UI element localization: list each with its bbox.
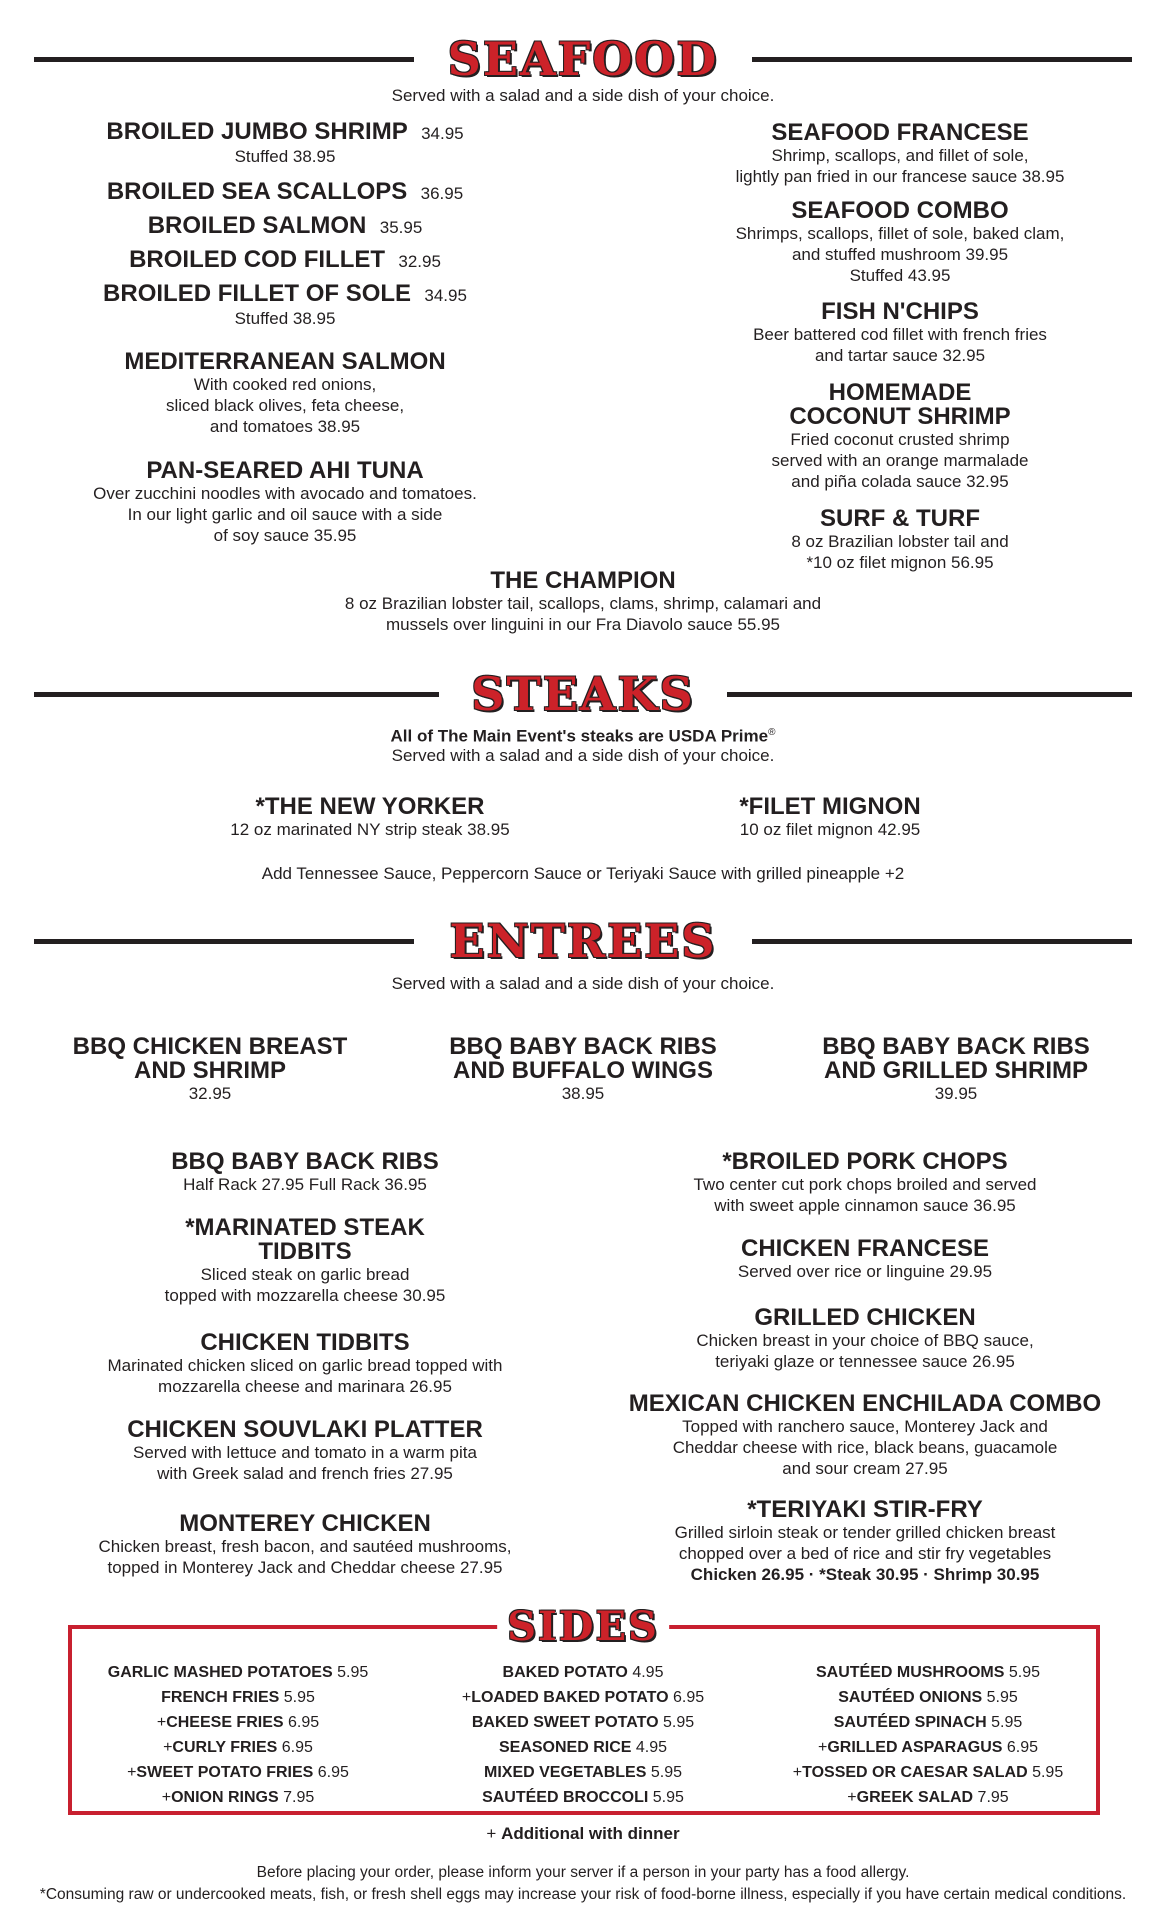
item-name: BROILED FILLET OF SOLE xyxy=(103,280,412,307)
item-desc: with Greek salad and french fries 27.95 xyxy=(157,1464,453,1483)
side-price: 6.95 xyxy=(673,1689,705,1706)
side-name: SAUTÉED SPINACH xyxy=(833,1714,987,1731)
item-desc: 12 oz marinated NY strip steak 38.95 xyxy=(230,820,510,839)
item-desc: and sour cream 27.95 xyxy=(782,1459,948,1478)
item-name: *FILET MIGNON xyxy=(739,793,921,820)
side-item xyxy=(78,1735,398,1760)
side-item xyxy=(78,1710,398,1735)
side-plus: + xyxy=(127,1764,137,1781)
item-name: BBQ BABY BACK RIBS xyxy=(822,1033,1090,1060)
item-name: SEAFOOD FRANCESE xyxy=(771,119,1029,146)
menu-item-broiled-cod-fillet xyxy=(60,248,510,274)
item-name: SURF & TURF xyxy=(820,505,980,532)
additional-note xyxy=(0,1823,1166,1844)
side-name: FRENCH FRIES xyxy=(161,1689,280,1706)
menu-item-teriyaki-stir-fry xyxy=(600,1498,1130,1585)
item-price: 32.95 xyxy=(188,1084,232,1103)
sides-column-3 xyxy=(768,1660,1088,1810)
item-price: 36.95 xyxy=(420,184,464,203)
banner-rule-right xyxy=(752,939,1132,944)
side-price: 5.95 xyxy=(650,1764,682,1781)
side-name: SAUTÉED ONIONS xyxy=(838,1689,983,1706)
side-plus: + xyxy=(847,1789,857,1806)
side-price: 6.95 xyxy=(1006,1739,1039,1756)
item-desc: and tomatoes 38.95 xyxy=(209,417,361,436)
side-item xyxy=(78,1785,398,1810)
side-name: TOSSED OR CAESAR SALAD xyxy=(802,1764,1028,1781)
side-name: SAUTÉED MUSHROOMS xyxy=(815,1664,1005,1681)
menu-item-grilled-chicken xyxy=(600,1306,1130,1372)
sides-title: SIDES xyxy=(497,1604,669,1650)
menu-item-homemade-coconut-shrimp xyxy=(640,381,1160,492)
entrees-subtitle: Served with a salad and a side dish of your choice. xyxy=(391,974,775,993)
side-item xyxy=(768,1685,1088,1710)
menu-item-bbq-chicken-and-shrimp xyxy=(40,1035,380,1104)
item-desc: Over zucchini noodles with avocado and tomatoes. xyxy=(93,484,477,503)
item-name-line2: TIDBITS xyxy=(258,1238,352,1265)
menu-item-filet-mignon xyxy=(680,795,980,840)
item-name: BROILED SEA SCALLOPS xyxy=(106,178,408,205)
item-desc: Grilled sirloin steak or tender grilled chicken breast xyxy=(674,1523,1056,1542)
side-item xyxy=(768,1660,1088,1685)
steaks-banner xyxy=(34,668,1132,720)
banner-rule-right xyxy=(727,692,1132,697)
side-price: 7.95 xyxy=(283,1789,315,1806)
item-desc: sliced black olives, feta cheese, xyxy=(165,396,405,415)
item-desc: 8 oz Brazilian lobster tail, scallops, clams, shrimp, calamari and xyxy=(344,594,822,613)
side-name: GRILLED ASPARAGUS xyxy=(827,1739,1003,1756)
item-desc: Stuffed 38.95 xyxy=(234,309,336,328)
item-name: PAN-SEARED AHI TUNA xyxy=(146,457,424,484)
item-name: BBQ BABY BACK RIBS xyxy=(171,1148,439,1175)
item-desc: 10 oz filet mignon 42.95 xyxy=(739,820,921,839)
menu-item-monterey-chicken xyxy=(50,1512,560,1578)
menu-item-broiled-sea-scallops xyxy=(60,180,510,206)
side-price: 5.95 xyxy=(652,1789,684,1806)
item-desc: Shrimp, scallops, and fillet of sole, xyxy=(771,146,1029,165)
side-item xyxy=(78,1760,398,1785)
item-name: *THE NEW YORKER xyxy=(255,793,485,820)
item-price: 32.95 xyxy=(398,252,441,271)
item-desc: Stuffed 38.95 xyxy=(234,147,336,166)
side-name: SAUTÉED BROCCOLI xyxy=(482,1789,649,1806)
item-prices: Chicken 26.95 · *Steak 30.95 · Shrimp 30.95 xyxy=(690,1565,1040,1584)
menu-item-broiled-fillet-of-sole xyxy=(60,282,510,329)
item-desc: topped in Monterey Jack and Cheddar cheese 27.95 xyxy=(107,1558,503,1577)
consumption-warning: *Consuming raw or undercooked meats, fish, or fresh shell eggs may increase your risk of food-borne illness, especially if you have certain medical conditions. xyxy=(39,1886,1127,1903)
side-price: 6.95 xyxy=(288,1714,320,1731)
side-item xyxy=(423,1710,743,1735)
item-name: GRILLED CHICKEN xyxy=(754,1304,976,1331)
menu-item-chicken-francese xyxy=(600,1237,1130,1282)
item-name: THE CHAMPION xyxy=(490,567,676,594)
item-name: *BROILED PORK CHOPS xyxy=(722,1148,1008,1175)
item-name-line2: AND GRILLED SHRIMP xyxy=(824,1057,1088,1084)
item-desc: mozzarella cheese and marinara 26.95 xyxy=(158,1377,452,1396)
item-name: CHICKEN TIDBITS xyxy=(200,1329,410,1356)
side-price: 5.95 xyxy=(662,1714,695,1731)
item-desc: Shrimps, scallops, fillet of sole, baked clam, xyxy=(735,224,1065,243)
item-desc: Served over rice or linguine 29.95 xyxy=(737,1262,993,1281)
item-price: 35.95 xyxy=(379,218,423,237)
menu-item-broiled-jumbo-shrimp xyxy=(60,120,510,167)
item-desc: *10 oz filet mignon 56.95 xyxy=(806,553,994,572)
side-item xyxy=(78,1660,398,1685)
side-plus: + xyxy=(163,1739,173,1756)
side-item xyxy=(78,1685,398,1710)
sides-column-2 xyxy=(423,1660,743,1810)
registered-mark: ® xyxy=(768,727,776,738)
menu-item-ribs-and-shrimp xyxy=(786,1035,1126,1104)
sides-column-1 xyxy=(78,1660,398,1810)
banner-rule-left xyxy=(34,692,439,697)
item-price: 39.95 xyxy=(934,1084,978,1103)
allergy-notice: Before placing your order, please inform your server if a person in your party has a food allergy. xyxy=(256,1864,910,1881)
side-price: 7.95 xyxy=(977,1789,1009,1806)
menu-item-seafood-combo xyxy=(640,199,1160,286)
side-price: 5.95 xyxy=(1032,1764,1064,1781)
side-name: LOADED BAKED POTATO xyxy=(471,1689,669,1706)
side-item xyxy=(768,1785,1088,1810)
item-name: FISH N'CHIPS xyxy=(821,298,979,325)
entrees-banner xyxy=(34,915,1132,967)
side-name: CHEESE FRIES xyxy=(166,1714,284,1731)
item-name: BBQ BABY BACK RIBS xyxy=(449,1033,717,1060)
additional-plus: + xyxy=(486,1824,497,1843)
item-desc: and piña colada sauce 32.95 xyxy=(791,472,1009,491)
item-desc: and tartar sauce 32.95 xyxy=(814,346,986,365)
entrees-title: ENTREES xyxy=(449,914,717,968)
item-desc: topped with mozzarella cheese 30.95 xyxy=(164,1286,446,1305)
item-desc: of soy sauce 35.95 xyxy=(213,526,357,545)
item-desc: chopped over a bed of rice and stir fry vegetables xyxy=(678,1544,1052,1563)
side-name: BAKED SWEET POTATO xyxy=(471,1714,659,1731)
item-desc: served with an orange marmalade xyxy=(771,451,1029,470)
seafood-title: SEAFOOD xyxy=(447,32,719,86)
side-item xyxy=(768,1710,1088,1735)
item-name: CHICKEN SOUVLAKI PLATTER xyxy=(127,1416,483,1443)
side-name: GARLIC MASHED POTATOES xyxy=(107,1664,333,1681)
menu-item-chicken-tidbits xyxy=(50,1331,560,1397)
item-name: BROILED COD FILLET xyxy=(129,246,386,273)
item-desc: 8 oz Brazilian lobster tail and xyxy=(791,532,1009,551)
side-price: 5.95 xyxy=(283,1689,315,1706)
item-desc: Served with lettuce and tomato in a warm pita xyxy=(133,1443,477,1462)
item-desc: In our light garlic and oil sauce with a side xyxy=(127,505,443,524)
side-item xyxy=(423,1785,743,1810)
side-name: SWEET POTATO FRIES xyxy=(136,1764,314,1781)
side-price: 6.95 xyxy=(317,1764,349,1781)
side-item xyxy=(768,1735,1088,1760)
item-desc: with sweet apple cinnamon sauce 36.95 xyxy=(714,1196,1016,1215)
side-item xyxy=(423,1760,743,1785)
item-desc: Stuffed 43.95 xyxy=(849,266,951,285)
item-desc: mussels over linguini in our Fra Diavolo sauce 55.95 xyxy=(385,615,781,634)
side-name: BAKED POTATO xyxy=(502,1664,628,1681)
item-desc: Marinated chicken sliced on garlic bread topped with xyxy=(107,1356,503,1375)
item-name: CHICKEN FRANCESE xyxy=(740,1235,989,1262)
side-price: 5.95 xyxy=(991,1714,1023,1731)
steaks-addon-note: Add Tennessee Sauce, Peppercorn Sauce or Teriyaki Sauce with grilled pineapple +2 xyxy=(261,864,905,883)
side-plus: + xyxy=(156,1714,167,1731)
side-name: ONION RINGS xyxy=(171,1789,279,1806)
banner-rule-right xyxy=(752,57,1132,62)
side-price: 5.95 xyxy=(986,1689,1018,1706)
side-price: 4.95 xyxy=(632,1664,664,1681)
item-desc: Beer battered cod fillet with french fries xyxy=(753,325,1047,344)
item-desc: Two center cut pork chops broiled and served xyxy=(693,1175,1037,1194)
side-item xyxy=(423,1685,743,1710)
item-desc: and stuffed mushroom 39.95 xyxy=(791,245,1009,264)
banner-rule-left xyxy=(34,939,414,944)
seafood-banner xyxy=(34,33,1132,85)
item-desc: Sliced steak on garlic bread xyxy=(200,1265,410,1284)
item-name: BROILED SALMON xyxy=(147,212,367,239)
menu-item-mexican-chicken-enchilada-combo xyxy=(600,1392,1130,1479)
item-desc: Half Rack 27.95 Full Rack 36.95 xyxy=(183,1175,427,1194)
side-item xyxy=(423,1660,743,1685)
menu-item-ribs-and-wings xyxy=(413,1035,753,1104)
menu-item-the-champion xyxy=(233,569,933,635)
side-item xyxy=(768,1760,1088,1785)
side-plus: + xyxy=(461,1689,472,1706)
item-desc: Topped with ranchero sauce, Monterey Jack and xyxy=(682,1417,1048,1436)
side-plus: + xyxy=(792,1764,803,1781)
menu-item-mediterranean-salmon xyxy=(40,350,530,437)
item-name-line2: AND SHRIMP xyxy=(133,1057,286,1084)
banner-rule-left xyxy=(34,57,414,62)
item-name: MONTEREY CHICKEN xyxy=(179,1510,431,1537)
item-desc: Chicken breast in your choice of BBQ sauce, xyxy=(696,1331,1034,1350)
steaks-note xyxy=(0,722,1166,747)
menu-item-broiled-salmon xyxy=(60,214,510,240)
item-name: MEXICAN CHICKEN ENCHILADA COMBO xyxy=(628,1390,1102,1417)
steaks-title: STEAKS xyxy=(471,667,695,721)
item-price: 34.95 xyxy=(421,124,464,143)
item-desc: Fried coconut crusted shrimp xyxy=(790,430,1010,449)
side-name: CURLY FRIES xyxy=(172,1739,278,1756)
item-desc: teriyaki glaze or tennessee sauce 26.95 xyxy=(715,1352,1015,1371)
menu-item-the-new-yorker xyxy=(170,795,570,840)
seafood-subtitle: Served with a salad and a side dish of your choice. xyxy=(391,86,775,105)
item-name-line2: AND BUFFALO WINGS xyxy=(453,1057,713,1084)
menu-item-seafood-francese xyxy=(640,121,1160,187)
menu-item-pan-seared-ahi-tuna xyxy=(30,459,540,546)
item-desc: lightly pan fried in our francese sauce 38.95 xyxy=(735,167,1065,186)
side-item xyxy=(423,1735,743,1760)
item-name: SEAFOOD COMBO xyxy=(791,197,1009,224)
item-name-line2: COCONUT SHRIMP xyxy=(789,403,1011,430)
menu-item-marinated-steak-tidbits xyxy=(50,1216,560,1306)
item-desc: Cheddar cheese with rice, black beans, guacamole xyxy=(672,1438,1058,1457)
side-price: 4.95 xyxy=(635,1739,668,1756)
item-desc: Chicken breast, fresh bacon, and sautéed mushrooms, xyxy=(98,1537,512,1556)
menu-item-fish-n-chips xyxy=(640,300,1160,366)
item-name: MEDITERRANEAN SALMON xyxy=(124,348,446,375)
side-price: 6.95 xyxy=(281,1739,313,1756)
side-price: 5.95 xyxy=(1008,1664,1041,1681)
item-desc: With cooked red onions, xyxy=(193,375,377,394)
side-name: GREEK SALAD xyxy=(856,1789,974,1806)
item-name: BBQ CHICKEN BREAST xyxy=(72,1033,348,1060)
steaks-subtitle: Served with a salad and a side dish of your choice. xyxy=(391,746,775,765)
item-name: HOMEMADE xyxy=(828,379,972,406)
side-name: MIXED VEGETABLES xyxy=(484,1764,647,1781)
menu-item-chicken-souvlaki-platter xyxy=(50,1418,560,1484)
menu-item-bbq-baby-back-ribs xyxy=(50,1150,560,1195)
side-plus: + xyxy=(161,1789,172,1806)
steaks-note-text: All of The Main Event's steaks are USDA Prime xyxy=(390,726,769,746)
item-name: *MARINATED STEAK xyxy=(185,1214,425,1241)
item-name: BROILED JUMBO SHRIMP xyxy=(106,118,408,145)
side-price: 5.95 xyxy=(337,1664,369,1681)
side-plus: + xyxy=(817,1739,828,1756)
item-name: *TERIYAKI STIR-FRY xyxy=(747,1496,983,1523)
item-price: 34.95 xyxy=(424,286,467,305)
menu-item-surf-and-turf xyxy=(640,507,1160,573)
item-price: 38.95 xyxy=(561,1084,605,1103)
additional-text: Additional with dinner xyxy=(501,1824,680,1843)
side-name: SEASONED RICE xyxy=(498,1739,632,1756)
menu-item-broiled-pork-chops xyxy=(600,1150,1130,1216)
